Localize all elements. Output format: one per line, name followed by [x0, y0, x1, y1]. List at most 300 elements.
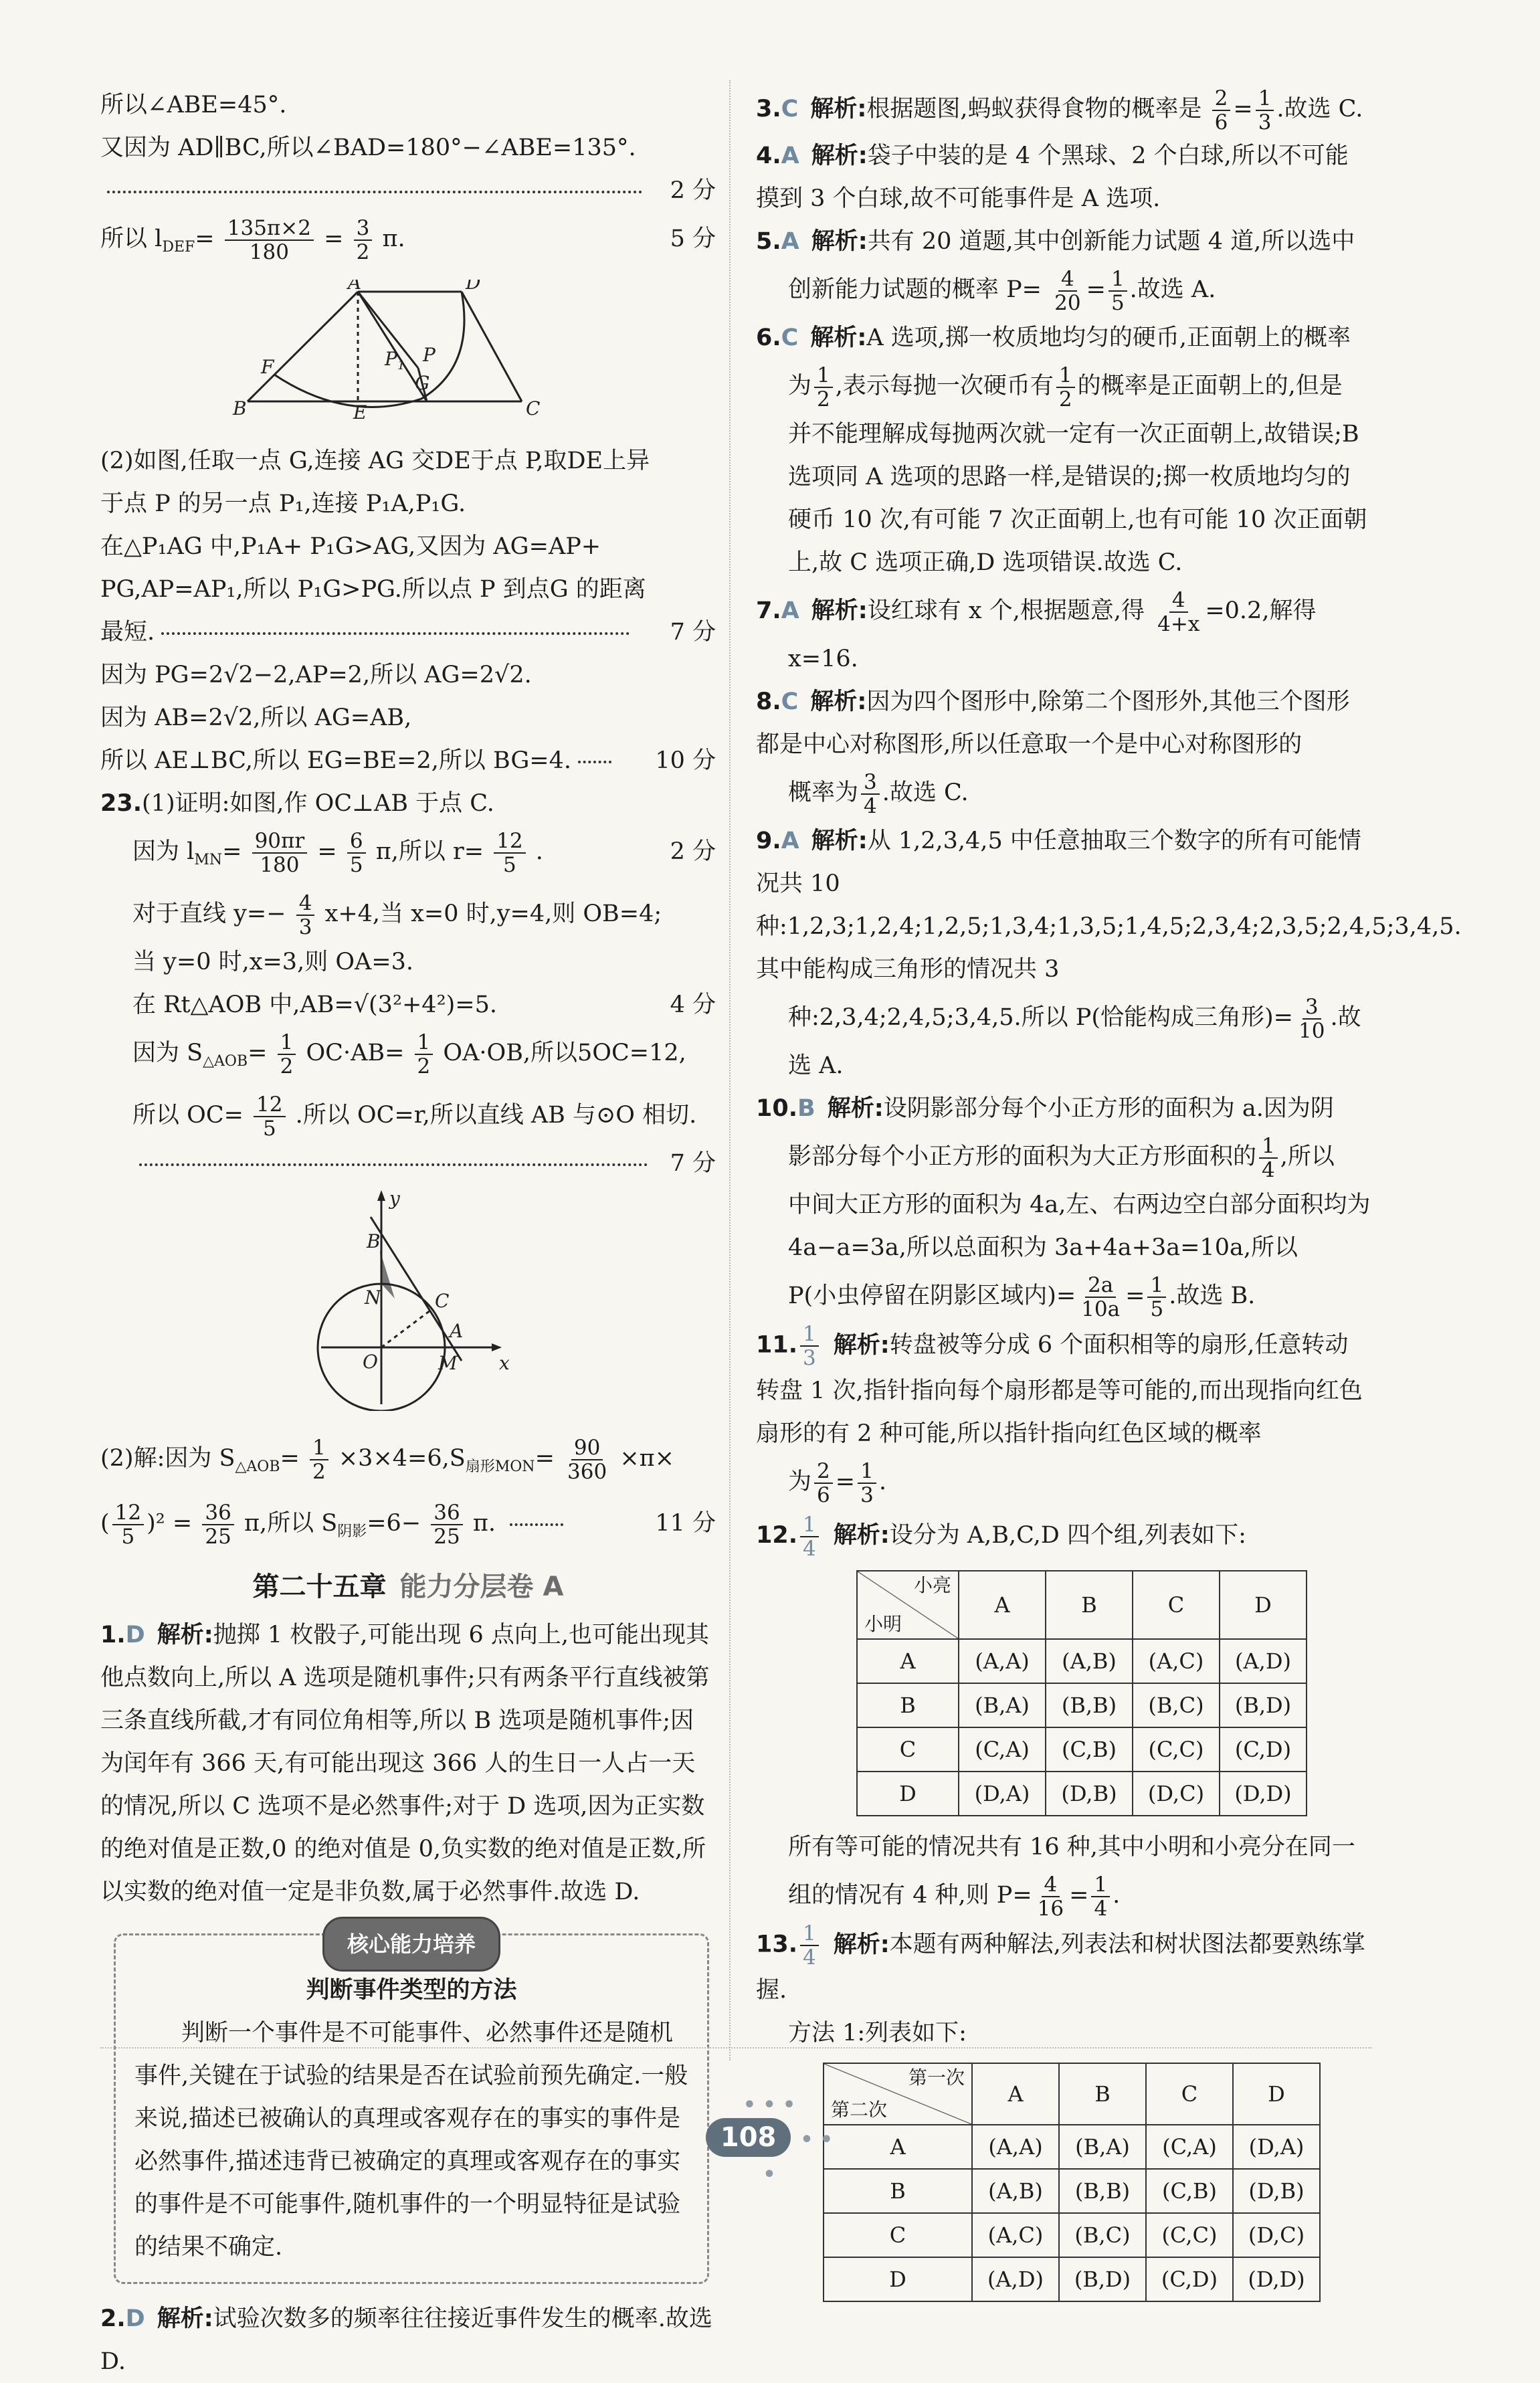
text: =: [835, 1468, 856, 1495]
text: =: [280, 1445, 300, 1472]
analysis-label: 解析:: [833, 1522, 890, 1549]
question-number: 9.: [756, 828, 781, 854]
denominator: 25: [434, 1524, 460, 1549]
question-13: [756, 1922, 1371, 2012]
table-cell: (C,D): [1146, 2257, 1233, 2301]
numerator: 12: [112, 1501, 144, 1525]
text: A 选项,掷一枚质地均匀的硬币,正面朝上的概率: [866, 324, 1351, 351]
text: 设分为 A,B,C,D 四个组,列表如下:: [889, 1522, 1246, 1549]
question-5: [756, 220, 1371, 263]
analysis-label: 解析:: [157, 2305, 213, 2332]
point-label-A: A: [348, 280, 362, 294]
point-label-G: G: [415, 372, 430, 394]
text: 组的情况有 4 种,则 P=: [788, 1882, 1032, 1909]
text: ×3×4=6,S: [338, 1445, 466, 1472]
table-cell: (D,B): [1046, 1772, 1133, 1816]
question-8: [756, 680, 1371, 766]
numerator: 3: [354, 217, 373, 241]
chapter-heading: [100, 1565, 716, 1608]
text: (2)解:因为 S: [100, 1445, 235, 1472]
table-cell: (B,A): [959, 1683, 1046, 1727]
denominator: 3: [860, 1483, 874, 1507]
point-label-A: A: [450, 1320, 464, 1342]
numerator: 4: [1042, 1873, 1060, 1897]
numerator: 2a: [1085, 1274, 1116, 1298]
left-column: [100, 84, 716, 2383]
question-12: [756, 1509, 1371, 1562]
fraction: [1109, 268, 1127, 314]
table-cell: (A,D): [1220, 1639, 1307, 1683]
numerator: 2: [814, 1460, 833, 1484]
page-number: 108: [706, 2118, 791, 2157]
text: 设红球有 x 个,根据题意,得: [867, 597, 1145, 624]
fraction: [1091, 1873, 1110, 1920]
text: .故选 C.: [1276, 96, 1363, 122]
denominator: 180: [260, 852, 300, 877]
question-number: 12.: [756, 1522, 798, 1549]
numerator: 1: [1259, 1135, 1278, 1159]
denominator: 2: [417, 1054, 431, 1078]
question-number: 6.: [756, 324, 781, 351]
fraction: [254, 1093, 285, 1140]
denominator: 3: [298, 915, 312, 939]
text: 影部分每个小正方形的面积为大正方形面积的: [788, 1143, 1257, 1170]
text: 因为四个图形中,除第二个图形外,其他三个图形都是中心对称图形,所以任意取一个是中心对称图形的: [756, 688, 1350, 758]
point-label-F: F: [261, 356, 274, 378]
fraction: [1296, 995, 1327, 1042]
analysis-label: 解析:: [833, 1931, 890, 1958]
table-cell: (C,A): [959, 1727, 1046, 1772]
denominator: 3: [1258, 110, 1272, 134]
text: =: [222, 838, 242, 865]
text: π,所以 S: [244, 1510, 338, 1537]
table-cell: (C,B): [1046, 1727, 1133, 1772]
denominator: 5: [262, 1116, 276, 1141]
numerator: 1: [858, 1460, 876, 1484]
question-number: 2.: [100, 2305, 126, 2332]
denominator: 2: [312, 1459, 326, 1484]
column-header: D: [1220, 1571, 1307, 1639]
denominator: 180: [249, 240, 289, 264]
column-header: B: [1059, 2063, 1146, 2125]
fraction: [112, 1501, 144, 1548]
question-1: [100, 1614, 716, 1913]
row-header: A: [824, 2125, 972, 2169]
table-cell: (D,D): [1220, 1772, 1307, 1816]
analysis-label: 解析:: [827, 1095, 884, 1122]
decor-dots-icon: • • •: [743, 2093, 796, 2117]
chapter-subtitle: 能力分层卷 A: [399, 1571, 564, 1602]
draw-table: [823, 2063, 1321, 2302]
table-cell: (C,C): [1146, 2213, 1233, 2257]
text: 所以 l: [100, 225, 163, 252]
denominator: 4+x: [1157, 611, 1200, 636]
analysis-label: 解析:: [810, 324, 867, 351]
text: =0.2,解得: [1205, 597, 1317, 624]
text: 根据题图,蚂蚁获得食物的概率是: [866, 96, 1202, 122]
text-line: 因为 AB=2√2,所以 AG=AB,: [100, 704, 412, 731]
corner-top-label: 第一次: [908, 2067, 965, 2089]
text-line: PG,AP=AP₁,所以 P₁G>PG.所以点 P 到点G 的距离: [100, 576, 646, 603]
answer-letter: A: [781, 597, 799, 624]
table-cell: (C,B): [1146, 2169, 1233, 2213]
score: 11 分: [655, 1510, 716, 1537]
text-line: 当 y=0 时,x=3,则 OA=3.: [132, 949, 414, 975]
point-label-P1-sub: 1: [397, 359, 405, 373]
point-label-E: E: [353, 401, 367, 420]
question-23-header: [100, 782, 716, 825]
text: 所以 OC=: [132, 1102, 244, 1129]
text-line: 在△P₁AG 中,P₁A+ P₁G>AG,又因为 AG=AP+: [100, 533, 601, 560]
table-cell: (A,A): [972, 2125, 1059, 2169]
text-line: 因为 PG=2√2−2,AP=2,所以 AG=2√2.: [100, 662, 532, 688]
answer-letter: D: [125, 2305, 145, 2332]
row-header: D: [824, 2257, 972, 2301]
denominator: 2: [1058, 387, 1072, 411]
text: =: [1125, 1282, 1145, 1309]
numerator: 1: [800, 1323, 819, 1347]
formula-line: [100, 1088, 716, 1142]
column-header: A: [959, 1571, 1046, 1639]
text: =: [317, 838, 337, 865]
numerator: 12: [254, 1093, 285, 1117]
numerator: 90: [571, 1436, 603, 1460]
formula-line: [756, 263, 1371, 316]
formula-line: [756, 1130, 1371, 1183]
formula-line: [756, 359, 1371, 413]
text-line: 所以∠ABE=45°.: [100, 92, 287, 118]
text: .故选 C.: [882, 779, 969, 806]
text: .: [1113, 1882, 1121, 1909]
table-cell: (B,A): [1059, 2125, 1146, 2169]
text: 从 1,2,3,4,5 中任意抽取三个数字的所有可能情况共 10 种:1,2,3;1,2,4;1,2,5;1,3,4;1,3,5;1,4,5;2,3,4;2,3,5;2,4,5;3,4,5.其中能构成三角形的情况共 3: [756, 828, 1462, 983]
fraction: [814, 1460, 833, 1507]
denominator: 4: [803, 1536, 816, 1561]
formula-line: [100, 887, 716, 941]
table-cell: (D,A): [1233, 2125, 1320, 2169]
answer-fraction: [800, 1323, 819, 1369]
denominator: 6: [1214, 110, 1228, 134]
text: =: [1086, 276, 1106, 303]
table-cell: (D,C): [1233, 2213, 1320, 2257]
numerator: 1: [1109, 268, 1127, 292]
table-cell: (A,C): [1133, 1639, 1220, 1683]
fraction: [202, 1501, 233, 1548]
text: =6−: [367, 1510, 421, 1537]
point-label-N: N: [365, 1286, 381, 1309]
analysis-label: 解析:: [811, 142, 868, 169]
formula-line: [756, 766, 1371, 820]
text: .故选 A.: [1129, 276, 1216, 303]
table-row: [824, 2169, 1320, 2213]
text: π.: [472, 1510, 496, 1537]
text-block: 并不能理解成每抛两次就一定有一次正面朝上,故错误;B 选项同 A 选项的思路一样,是错误的;掷一枚质地均匀的硬币 10 次,有可能 7 次正面朝上,也有可能 10 次正面朝上,故 C 选项正确,D 选项错误.故选 C.: [788, 421, 1367, 576]
text: =: [324, 225, 344, 252]
table-row: [824, 2213, 1320, 2257]
formula-line: [100, 825, 716, 887]
fraction: [861, 771, 880, 818]
text: )² =: [147, 1510, 193, 1537]
numerator: 135π×2: [225, 217, 314, 241]
subscript: 扇形MON: [465, 1458, 535, 1475]
fraction: [296, 892, 315, 939]
text: 因为 S: [132, 1040, 203, 1066]
column-header: C: [1133, 1571, 1220, 1639]
table-cell: (D,C): [1133, 1772, 1220, 1816]
tip-badge: 核心能力培养: [322, 1917, 500, 1972]
question-number: 8.: [756, 688, 781, 715]
text: π,所以 r=: [375, 838, 484, 865]
question-3: [756, 84, 1371, 134]
answer-fraction: [800, 1922, 819, 1969]
denominator: 4: [1262, 1157, 1275, 1182]
text-line: (2)如图,任取一点 G,连接 AG 交DE于点 P,取DE上异: [100, 448, 650, 474]
text: ,所以: [1280, 1143, 1335, 1170]
point-label-O: O: [363, 1351, 378, 1373]
numerator: 1: [1147, 1274, 1166, 1298]
page-number-badge: [702, 2087, 836, 2188]
row-header: A: [857, 1639, 959, 1683]
fraction: [1259, 1135, 1278, 1181]
table-cell: (A,C): [972, 2213, 1059, 2257]
row-header: B: [824, 2169, 972, 2213]
question-9: [756, 820, 1462, 991]
table-cell: (A,B): [972, 2169, 1059, 2213]
numerator: 3: [861, 771, 880, 795]
axis-label-y: y: [389, 1190, 400, 1210]
score: 2 分: [670, 177, 716, 204]
text: 的概率是正面朝上的,但是: [1077, 373, 1343, 399]
text: 所以 AE⊥BC,所以 EG=BE=2,所以 BG=4.: [100, 747, 572, 774]
point-label-B: B: [233, 397, 247, 419]
corner-top-label: 小亮: [913, 1574, 951, 1596]
text: 对于直线 y=−: [132, 900, 286, 927]
question-number: 1.: [100, 1622, 126, 1648]
text-line: 选 A.: [788, 1052, 844, 1079]
fraction: [252, 830, 308, 876]
denominator: 25: [205, 1524, 231, 1549]
fraction: [1056, 364, 1075, 411]
numerator: 2: [1212, 87, 1231, 111]
formula-line: [756, 991, 1371, 1044]
question-number: 10.: [756, 1095, 798, 1122]
score: 4 分: [670, 991, 716, 1018]
text: .: [878, 1468, 886, 1495]
question-number: 4.: [756, 142, 781, 169]
analysis-text: 本题有两种解法,列表法和树状图法都要熟练掌握.: [756, 1931, 1365, 2004]
text: =: [195, 225, 215, 252]
question-number: 23.: [100, 790, 142, 817]
table-cell: (D,D): [1233, 2257, 1320, 2301]
table-corner: [824, 2063, 972, 2125]
text: .故: [1330, 1004, 1361, 1031]
score-line: [100, 1142, 716, 1185]
denominator: 2: [356, 240, 370, 264]
text: 概率为: [788, 779, 859, 806]
denominator: 4: [1094, 1896, 1108, 1921]
answer-letter: A: [781, 228, 799, 255]
table-cell: (B,D): [1220, 1683, 1307, 1727]
answer-letter: C: [781, 96, 799, 122]
subscript: DEF: [162, 239, 195, 256]
denominator: 10a: [1081, 1297, 1121, 1321]
right-column: [756, 84, 1462, 2311]
footer-divider: [100, 2047, 1371, 2048]
fraction: [431, 1501, 462, 1548]
question-number: 5.: [756, 228, 781, 255]
fraction: [565, 1436, 609, 1483]
numerator: 1: [1256, 87, 1274, 111]
fraction: [1035, 1873, 1066, 1920]
denominator: 3: [803, 1346, 816, 1370]
question-6: [756, 316, 1371, 359]
subscript: △AOB: [203, 1053, 248, 1070]
text: =: [535, 1445, 555, 1472]
fraction: [415, 1031, 434, 1078]
fraction: [225, 217, 314, 264]
denominator: 10: [1298, 1018, 1325, 1043]
fraction: [494, 830, 525, 876]
corner-bottom-label: 小明: [864, 1613, 902, 1635]
fraction: [1147, 1274, 1166, 1321]
numerator: 36: [202, 1501, 233, 1525]
point-label-M: M: [438, 1352, 458, 1374]
question-number: 3.: [756, 96, 781, 122]
table-cell: (C,C): [1133, 1727, 1220, 1772]
fraction: [1052, 268, 1083, 314]
formula-line: [100, 1495, 716, 1560]
analysis-text: 试验次数多的频率往往接近事件发生的概率.故选 D.: [100, 2305, 712, 2375]
text: P(小虫停留在阴影区域内)=: [788, 1282, 1076, 1309]
denominator: 5: [1111, 290, 1125, 315]
row-header: D: [857, 1772, 959, 1816]
fraction: [858, 1460, 876, 1507]
text: .: [535, 838, 543, 865]
text: x+4,当 x=0 时,y=4,则 OB=4;: [324, 900, 662, 927]
denominator: 360: [567, 1459, 607, 1484]
table-cell: (B,C): [1059, 2213, 1146, 2257]
fraction: [1155, 589, 1202, 636]
table-row: [857, 1683, 1307, 1727]
tip-text: 判断一个事件是不可能事件、必然事件还是随机事件,关键在于试验的结果是否在试验前预先确定.一般来说,描述已被确认的真理或客观存在的事实的事件是必然事件,描述违背已被确定的真理或客观存在的事实的事件是不可能事件,随机事件的一个明显特征是试验的结果不确定.: [134, 2020, 688, 2261]
score-line: [100, 739, 716, 782]
formula-line: [756, 1869, 1371, 1922]
numerator: 1: [278, 1031, 296, 1055]
tip-title: 判断事件类型的方法: [306, 1977, 517, 2004]
text: OC·AB=: [306, 1040, 405, 1066]
table-corner: [857, 1571, 959, 1639]
formula-line: [100, 1430, 716, 1495]
numerator: 1: [1091, 1873, 1110, 1897]
numerator: 90πr: [252, 830, 308, 854]
text: 因为 l: [132, 838, 195, 865]
text: 共有 20 道题,其中创新能力试题 4 道,所以选中: [867, 228, 1355, 255]
numerator: 1: [310, 1436, 328, 1460]
denominator: 2: [280, 1054, 294, 1078]
text: ×π×: [619, 1445, 674, 1472]
denominator: 4: [864, 793, 877, 818]
table-row: [857, 1727, 1307, 1772]
analysis-label: 解析:: [810, 688, 867, 715]
text: 最短.: [100, 619, 155, 646]
numerator: 4: [1058, 268, 1077, 292]
axis-label-x: x: [499, 1352, 510, 1374]
table-row: [824, 2257, 1320, 2301]
score: 7 分: [670, 619, 716, 646]
denominator: 5: [121, 1524, 135, 1549]
analysis-label: 解析:: [810, 96, 867, 122]
denominator: 2: [817, 387, 830, 411]
grouping-table: [856, 1570, 1307, 1816]
numerator: 1: [1056, 364, 1075, 388]
table-cell: (B,B): [1059, 2169, 1146, 2213]
question-10: [756, 1087, 1371, 1130]
table-cell: (D,A): [959, 1772, 1046, 1816]
question-4: [756, 134, 1371, 220]
text: OA·OB,所以5OC=12,: [443, 1040, 686, 1066]
numerator: 4: [296, 892, 315, 916]
row-header: C: [857, 1727, 959, 1772]
formula-line: [100, 983, 716, 1026]
text-line: 于点 P 的另一点 P₁,连接 P₁A,P₁G.: [100, 490, 466, 517]
fraction: [1212, 87, 1231, 134]
denominator: 16: [1037, 1896, 1064, 1921]
analysis-label: 解析:: [811, 828, 868, 854]
numerator: 1: [800, 1922, 819, 1946]
row-header: C: [824, 2213, 972, 2257]
numerator: 1: [814, 364, 833, 388]
text: 创新能力试题的概率 P=: [788, 276, 1042, 303]
point-label-P: P: [423, 344, 436, 366]
analysis-label: 解析:: [833, 1331, 890, 1359]
denominator: 20: [1054, 290, 1081, 315]
text: π.: [382, 225, 405, 252]
numerator: 4: [1169, 589, 1188, 613]
table-header-row: [857, 1571, 1307, 1639]
table-cell: (A,D): [972, 2257, 1059, 2301]
numerator: 1: [415, 1031, 434, 1055]
fraction: [1078, 1274, 1123, 1321]
table-row: [857, 1772, 1307, 1816]
text: (: [100, 1510, 110, 1537]
numerator: 36: [431, 1501, 462, 1525]
corner-bottom-label: 第二次: [831, 2099, 888, 2121]
text: =: [248, 1040, 268, 1066]
table-row: [857, 1639, 1307, 1683]
numerator: 1: [800, 1513, 819, 1537]
question-7: [756, 584, 1371, 638]
text: (1)证明:如图,作 OC⊥AB 于点 C.: [142, 790, 494, 817]
denominator: 4: [803, 1945, 816, 1970]
table-row: [824, 2125, 1320, 2169]
text: ,表示每抛一次硬币有: [835, 373, 1054, 399]
denominator: 5: [349, 852, 363, 877]
answer-letter: C: [781, 324, 799, 351]
circle-figure: [100, 1190, 716, 1425]
formula-line: [100, 212, 716, 274]
chapter-title: 第二十五章: [252, 1571, 387, 1602]
point-label-C: C: [526, 397, 541, 419]
text: 设阴影部分每个小正方形的面积为 a.因为阴: [883, 1095, 1334, 1122]
fraction: [278, 1031, 296, 1078]
point-label-D: D: [466, 280, 481, 294]
table-cell: (A,B): [1046, 1639, 1133, 1683]
column-header: B: [1046, 1571, 1133, 1639]
text: 种:2,3,4;2,4,5;3,4,5.所以 P(恰能构成三角形)=: [788, 1004, 1293, 1031]
score-line: [100, 611, 716, 654]
question-11: [756, 1323, 1371, 1455]
score-line: [100, 169, 716, 212]
